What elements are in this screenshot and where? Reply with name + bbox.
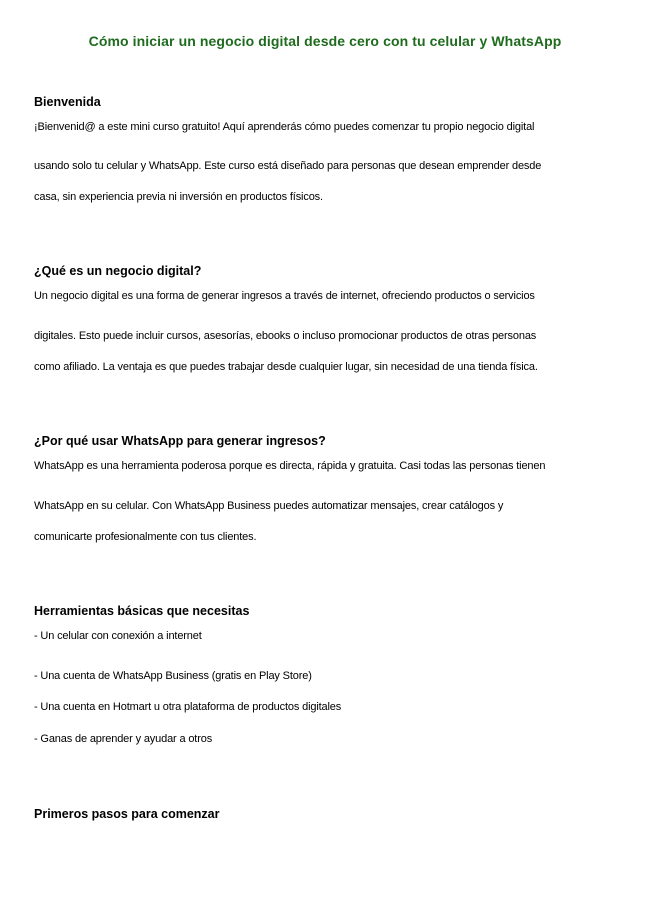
section-heading-bienvenida: Bienvenida: [34, 95, 101, 109]
paragraph-line: como afiliado. La ventaja es que puedes trabajar desde cualquier lugar, sin necesidad de una tienda física.: [34, 361, 538, 373]
document-title: Cómo iniciar un negocio digital desde cero con tu celular y WhatsApp: [88, 33, 562, 49]
list-item: - Ganas de aprender y ayudar a otros: [34, 733, 213, 745]
list-item: - Un celular con conexión a internet: [34, 630, 202, 642]
section-heading-primeros-pasos: Primeros pasos para comenzar: [34, 807, 220, 821]
paragraph-line: digitales. Esto puede incluir cursos, asesorías, ebooks o incluso promocionar productos de otras personas: [34, 330, 537, 342]
paragraph-line: WhatsApp en su celular. Con WhatsApp Business puedes automatizar mensajes, crear catálogos y: [34, 500, 504, 512]
section-heading-que-es: ¿Qué es un negocio digital?: [34, 264, 202, 278]
paragraph-line: WhatsApp es una herramienta poderosa porque es directa, rápida y gratuita. Casi todas las personas tienen: [34, 460, 546, 472]
list-item: - Una cuenta de WhatsApp Business (gratis en Play Store): [34, 670, 312, 682]
paragraph-line: usando solo tu celular y WhatsApp. Este curso está diseñado para personas que desean emprender desde: [34, 160, 542, 172]
paragraph-line: ¡Bienvenid@ a este mini curso gratuito! Aquí aprenderás cómo puedes comenzar tu propio negocio digital: [34, 121, 535, 133]
section-heading-herramientas: Herramientas básicas que necesitas: [34, 604, 250, 618]
section-heading-por-que-whatsapp: ¿Por qué usar WhatsApp para generar ingresos?: [34, 434, 326, 448]
list-item: - Una cuenta en Hotmart u otra plataforma de productos digitales: [34, 701, 342, 713]
paragraph-line: comunicarte profesionalmente con tus clientes.: [34, 531, 257, 543]
paragraph-line: casa, sin experiencia previa ni inversión en productos físicos.: [34, 191, 323, 203]
paragraph-line: Un negocio digital es una forma de generar ingresos a través de internet, ofreciendo productos o servicios: [34, 290, 535, 302]
